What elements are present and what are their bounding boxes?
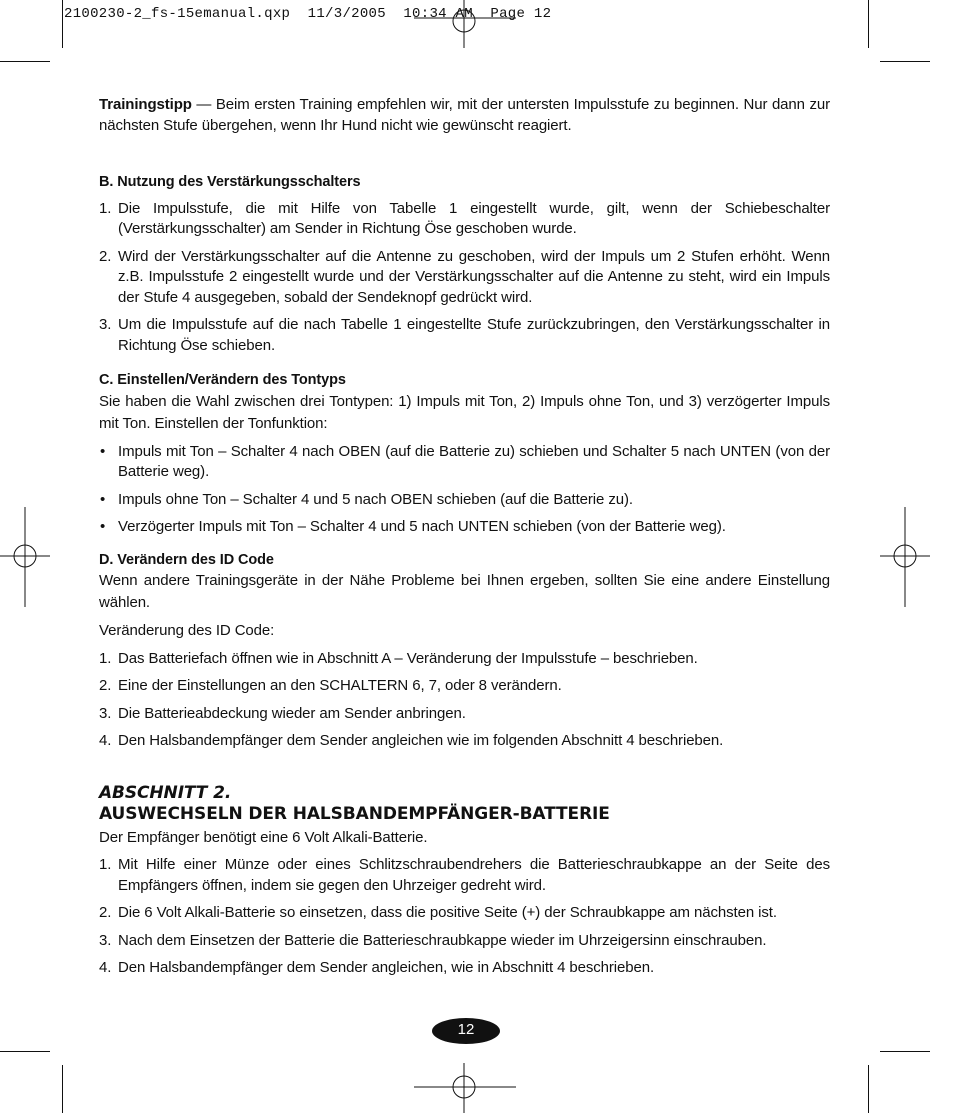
registration-mark-right bbox=[880, 507, 930, 607]
list-item bbox=[99, 731, 830, 752]
item-number: 3. bbox=[99, 704, 112, 722]
registration-mark-top bbox=[414, 0, 516, 50]
item-text: Den Halsbandempfänger dem Sender angleichen wie im folgenden Abschnitt 4 beschrieben. bbox=[118, 732, 724, 749]
item-text: Die 6 Volt Alkali-Batterie so einsetzen, dass die positive Seite (+) der Schraubkappe am nächsten ist. bbox=[118, 904, 777, 921]
item-text: Nach dem Einsetzen der Batterie die Batterieschraubkappe wieder im Uhrzeigersinn einschrauben. bbox=[118, 931, 767, 949]
item-text: Mit Hilfe einer Münze oder eines Schlitzschraubendrehers die Batterieschraubkappe an der Seite des Empfängers öffnen, indem sie gegen den Uhrzeiger gedreht wird. bbox=[118, 856, 830, 894]
item-number: 4. bbox=[99, 732, 112, 749]
crop-mark-bottom-right-h bbox=[880, 1051, 930, 1052]
item-text: Um die Impulsstufe auf die nach Tabelle 1 eingestellte Stufe zurückzubringen, den Verstärkungsschalter in Richtung Öse schieben. bbox=[118, 316, 830, 354]
training-tip bbox=[99, 95, 830, 136]
print-slug-line: 2100230-2_fs-15emanual.qxp 11/3/2005 10:34 AM Page 12 bbox=[64, 6, 552, 22]
bullet-icon: • bbox=[100, 518, 106, 535]
item-number: 1. bbox=[99, 649, 112, 667]
abschnitt-2-subtitle: AUSWECHSELN DER HALSBANDEMPFÄNGER-BATTERIE bbox=[99, 803, 610, 824]
spacer bbox=[99, 136, 830, 172]
list-item bbox=[99, 442, 830, 483]
crop-mark-bottom-right-v bbox=[868, 1065, 869, 1113]
page-number-badge: 12 bbox=[432, 1018, 500, 1044]
item-text: Impuls mit Ton – Schalter 4 nach OBEN (auf die Batterie zu) schieben und Schalter 5 nach UNTEN (von der Batterie weg). bbox=[118, 442, 830, 480]
list-item bbox=[99, 676, 830, 697]
list-item bbox=[99, 247, 830, 309]
item-number: 2. bbox=[99, 677, 112, 694]
page-body bbox=[99, 95, 830, 986]
item-text: Wird der Verstärkungsschalter auf die Antenne zu geschoben, wird der Impuls um 2 Stufen erhöht. Wenn z.B. Impulsstufe 2 eingestellt wurde und der Verstärkungsschalter auf die Antenne zu steht, wird ein Impuls der Stufe 4 ausgegeben, sobald der Sendeknopf gedrückt wird. bbox=[118, 247, 830, 306]
crop-mark-top-left-v bbox=[62, 0, 63, 48]
abschnitt-2-title: ABSCHNITT 2. bbox=[99, 782, 232, 803]
registration-mark-bottom bbox=[414, 1063, 516, 1113]
list-item bbox=[99, 931, 830, 952]
list-item bbox=[99, 199, 830, 240]
registration-mark-left bbox=[0, 507, 50, 607]
list-item bbox=[99, 649, 830, 670]
section-d-intro: Wenn andere Trainingsgeräte in der Nähe Probleme bei Ihnen ergeben, sollten Sie eine andere Einstellung wählen. bbox=[99, 572, 830, 611]
list-item bbox=[99, 517, 830, 538]
bullet-icon: • bbox=[100, 442, 106, 460]
item-number: 2. bbox=[99, 247, 112, 265]
section-d-heading: D. Verändern des ID Code bbox=[99, 551, 274, 568]
item-text: Den Halsbandempfänger dem Sender angleichen, wie in Abschnitt 4 beschrieben. bbox=[118, 959, 655, 976]
item-number: 2. bbox=[99, 904, 112, 921]
item-number: 4. bbox=[99, 959, 112, 976]
item-number: 1. bbox=[99, 856, 112, 873]
list-item bbox=[99, 490, 830, 511]
training-tip-label: Trainingstipp bbox=[99, 96, 192, 113]
item-text: Die Batterieabdeckung wieder am Sender anbringen. bbox=[118, 704, 466, 722]
crop-mark-top-right-v bbox=[868, 0, 869, 48]
list-item bbox=[99, 315, 830, 356]
list-item bbox=[99, 855, 830, 896]
spacer bbox=[99, 759, 830, 783]
list-item bbox=[99, 958, 830, 979]
item-number: 1. bbox=[99, 199, 112, 217]
item-text: Impuls ohne Ton – Schalter 4 und 5 nach OBEN schieben (auf die Batterie zu). bbox=[118, 490, 633, 508]
item-text: Eine der Einstellungen an den SCHALTERN 6, 7, oder 8 verändern. bbox=[118, 677, 562, 694]
section-b-heading: B. Nutzung des Verstärkungsschalters bbox=[99, 174, 361, 190]
crop-mark-bottom-left-h bbox=[0, 1051, 50, 1052]
section-c-intro: Sie haben die Wahl zwischen drei Tontypen: 1) Impuls mit Ton, 2) Impuls ohne Ton, und 3) verzögerter Impuls mit Ton. Einstellen der Tonfunktion: bbox=[99, 392, 830, 432]
section-c-heading: C. Einstellen/Verändern des Tontyps bbox=[99, 372, 346, 388]
section-d-subintro: Veränderung des ID Code: bbox=[99, 622, 275, 639]
training-tip-text: — Beim ersten Training empfehlen wir, mit der untersten Impulsstufe zu beginnen. Nur dann zur nächsten Stufe übergehen, wenn Ihr Hund nicht wie gewünscht reagiert. bbox=[99, 96, 830, 134]
list-item bbox=[99, 903, 830, 924]
crop-mark-top-right-h bbox=[880, 61, 930, 62]
item-text: Das Batteriefach öffnen wie in Abschnitt A – Veränderung der Impulsstufe – beschrieben. bbox=[118, 649, 698, 667]
item-number: 3. bbox=[99, 316, 112, 333]
abschnitt-2-intro: Der Empfänger benötigt eine 6 Volt Alkali-Batterie. bbox=[99, 828, 428, 846]
crop-mark-bottom-left-v bbox=[62, 1065, 63, 1113]
item-number: 3. bbox=[99, 931, 112, 949]
bullet-icon: • bbox=[100, 490, 106, 508]
item-text: Verzögerter Impuls mit Ton – Schalter 4 und 5 nach UNTEN schieben (von der Batterie weg). bbox=[118, 518, 726, 535]
list-item bbox=[99, 704, 830, 725]
crop-mark-top-left-h bbox=[0, 61, 50, 62]
item-text: Die Impulsstufe, die mit Hilfe von Tabelle 1 eingestellt wurde, gilt, wenn der Schiebeschalter (Verstärkungsschalter) am Sender in Richtung Öse geschoben wurde. bbox=[118, 199, 830, 237]
